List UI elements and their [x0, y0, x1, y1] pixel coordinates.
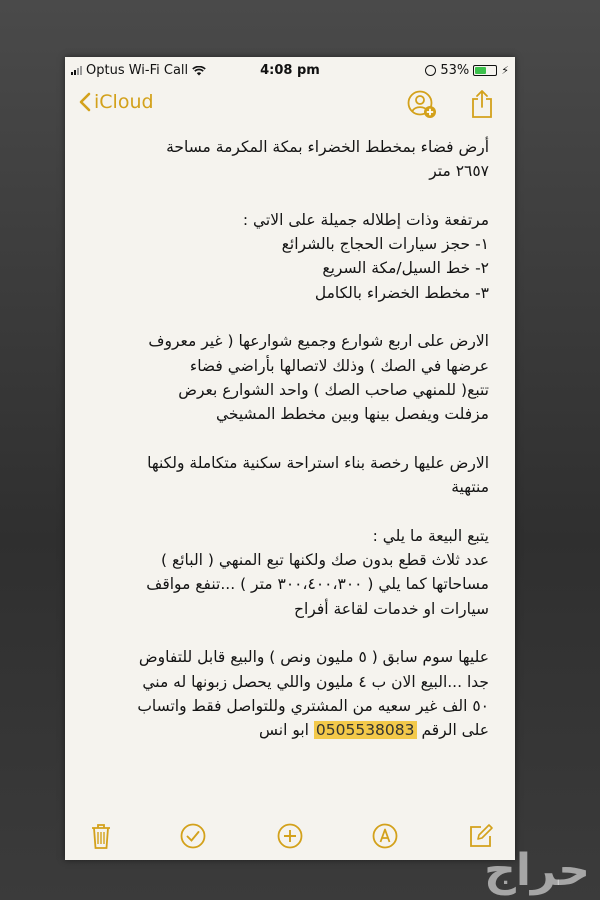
note-line: الارض على اربع شوارع وجميع شوارعها ( غير معروف [148, 332, 489, 351]
note-line: الارض عليها رخصة بناء استراحة سكنية متكاملة ولكنها [147, 453, 489, 472]
note-line: ٥٠ الف غير سعيه من المشتري وللتواصل فقط واتساب [137, 696, 489, 715]
note-lines [85, 135, 489, 718]
note-line: مرتفعة وذات إطلاله جميلة على الاتي : [242, 210, 489, 229]
note-blank-line [85, 621, 489, 645]
back-label: iCloud [94, 91, 154, 113]
share-icon[interactable] [469, 89, 495, 119]
back-button[interactable] [79, 91, 154, 113]
note-blank-line [85, 427, 489, 451]
watermark-logo: حراج [484, 845, 590, 896]
status-right [425, 63, 509, 78]
note-line: يتبع البيعة ما يلي : [372, 526, 489, 545]
status-bar [65, 57, 515, 85]
note-blank-line [85, 499, 489, 523]
note-line: عدد ثلاث قطع بدون صك ولكنها تبع المنهي ( البائع ) [161, 551, 489, 570]
charging-bolt-icon: ⚡ [501, 64, 509, 77]
phone-screen [65, 57, 515, 860]
note-line: عرضها في الصك ) وذلك لاتصالها بأراضي فضاء [189, 356, 489, 375]
note-line: ٣- مخطط الخضراء بالكامل [314, 283, 489, 302]
note-line: مساحاتها كما يلي ( ٣٠٠،٤٠٠،٣٠٠ متر ) ...تنفع مواقف [146, 575, 489, 594]
battery-icon [473, 65, 497, 76]
nav-bar [65, 85, 515, 125]
add-person-icon[interactable] [407, 90, 437, 120]
note-line: ٢٦٥٧ متر [429, 162, 489, 181]
checklist-icon[interactable] [179, 822, 207, 850]
note-blank-line [85, 305, 489, 329]
note-line: ١- حجز سيارات الحجاج بالشرائع [281, 235, 489, 254]
phone-number-link[interactable]: 0505538083 [315, 721, 415, 740]
note-blank-line [85, 184, 489, 208]
add-icon[interactable] [276, 822, 304, 850]
rotation-lock-icon [425, 65, 436, 76]
note-line: تتبع( للمنهي صاحب الصك ) واحد الشوارع بعرض [178, 380, 489, 399]
note-line: منتهية [451, 478, 489, 497]
contact-name: ابو انس [259, 721, 309, 740]
note-line: أرض فضاء بمخطط الخضراء بمكة المكرمة مساحة [166, 138, 489, 156]
note-body[interactable] [85, 135, 489, 742]
trash-icon[interactable] [87, 822, 115, 850]
note-line: مزفلت ويفصل بينها وبين مخطط المشيخي [215, 405, 489, 424]
battery-percent: 53% [440, 63, 470, 78]
note-line: ٢- خط السيل/مكة السريع [322, 259, 489, 278]
carrier-label: Optus Wi-Fi Call [86, 63, 189, 78]
note-line: جدا ...البيع الان ب ٤ مليون واللي يحصل زبونها له مني [142, 672, 489, 691]
contact-prefix: على الرقم [421, 721, 489, 740]
note-contact-line [85, 718, 489, 742]
status-time: 4:08 pm [260, 63, 320, 78]
chevron-left-icon [79, 92, 91, 112]
note-line: سيارات او خدمات لقاعة أفراح [293, 599, 489, 618]
note-line: عليها سوم سابق ( ٥ مليون ونص ) والبيع قابل للتفاوض [138, 648, 489, 667]
